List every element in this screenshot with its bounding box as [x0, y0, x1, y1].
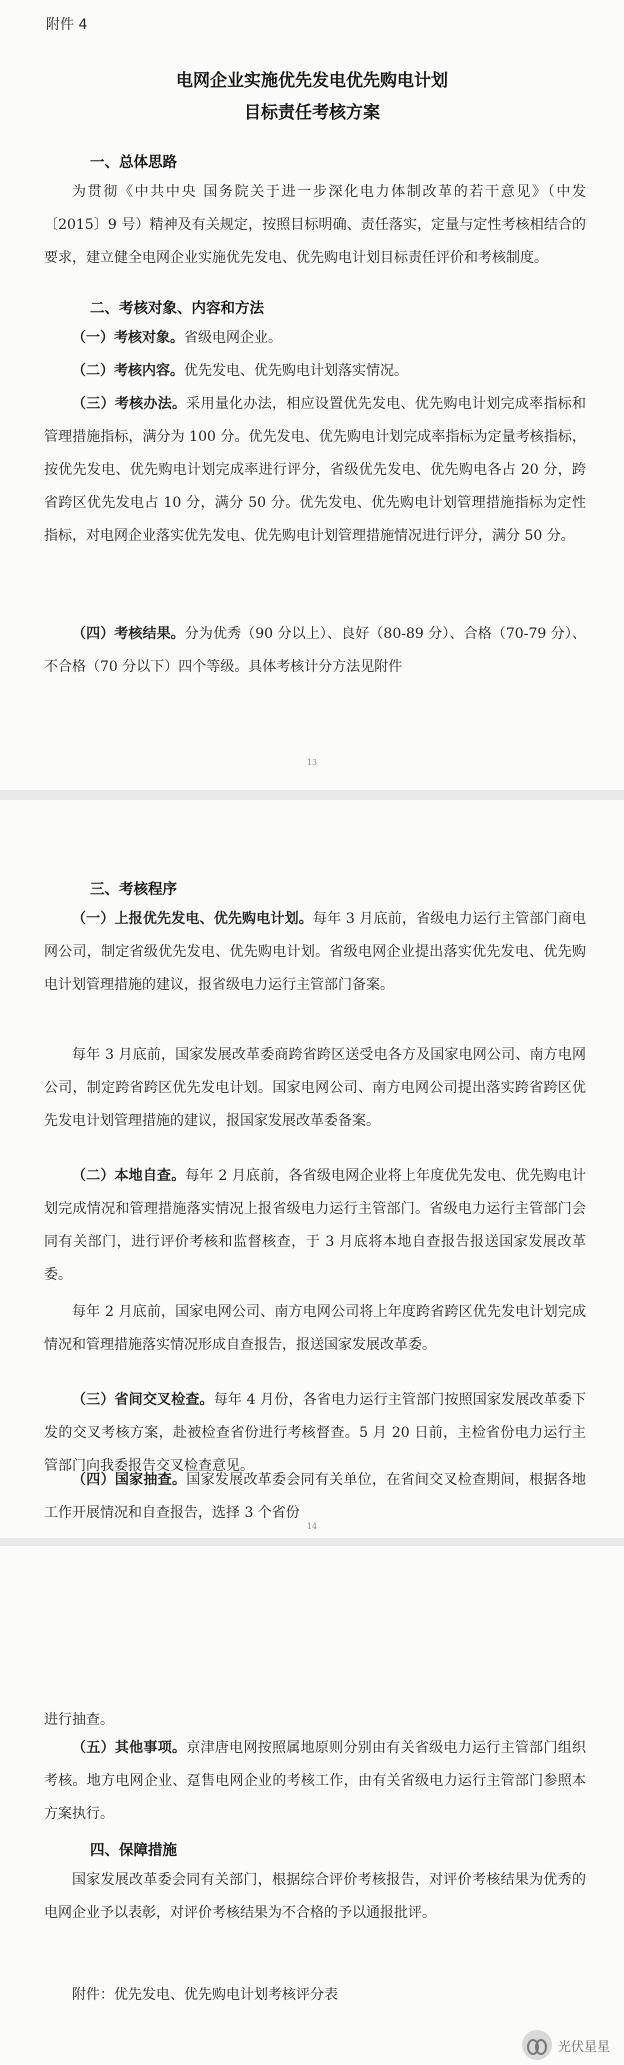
section-1-paragraph: 为贯彻《中共中央 国务院关于进一步深化电力体制改革的若干意见》（中发〔2015〕9 号）精神及有关规定，按照目标明确、责任落实，定量与定性考核相结合的要求，建立健全电网企业实施优先发电、优先购电计划目标责任评价和考核制度。: [44, 184, 586, 266]
procedure-3-text: 每年 4 月份，各省电力运行主管部门按照国家发展改革委下发的交叉考核方案，赴被检查省份进行考核督查。5 月 20 日前，主检省份电力运行主管部门向我委报告交叉检查意见。: [44, 1392, 586, 1474]
watermark: [522, 2030, 610, 2060]
document-title-line-2: 目标责任考核方案: [244, 103, 380, 123]
procedure-4-text: 国家发展改革委会同有关单位，在省间交叉检查期间，根据各地工作开展情况和自查报告，选择 3 个省份: [44, 1472, 587, 1521]
section-heading-4: 四、保障措施: [90, 1843, 177, 1859]
item-4-lead: （四）考核结果。: [72, 626, 185, 642]
attachment-label: 附件 4: [46, 17, 88, 33]
item-3-text: 采用量化办法，相应设置优先发电、优先购电计划完成率指标和管理措施指标，满分为 100 分。优先发电、优先购电计划完成率指标为定量考核指标，按优先发电、优先购电计划完成率进行评分，省级优先发电、优先购电各占 20 分，跨省跨区优先发电占 10 分，满分 50 分。优先发电、优先购电计划管理措施指标为定性指标，对电网企业落实优先发电、优先购电计划管理措施情况进行评分，满分 50 分。: [44, 396, 587, 544]
item-2-paragraph: [44, 355, 586, 388]
procedure-1-text: 每年 3 月底前，省级电力运行主管部门商电网公司，制定省级优先发电、优先购电计划。省级电网企业提出落实优先发电、优先购电计划管理措施的建议，报省级电力运行主管部门备案。: [44, 911, 586, 993]
procedure-2-paragraph-b: 每年 2 月底前，国家电网公司、南方电网公司将上年度跨省跨区优先发电计划完成情况和管理措施落实情况形成自查报告，报送国家发展改革委。: [44, 1304, 586, 1353]
item-4-text: 分为优秀（90 分以上）、良好（80-89 分）、合格（70-79 分）、不合格（70 分以下）四个等级。具体考核计分方法见附件: [44, 626, 586, 675]
section-heading-1: 一、总体思路: [90, 155, 177, 171]
procedure-2-text: 每年 2 月底前，各省级电网企业将上年度优先发电、优先购电计划完成情况和管理措施落实情况上报省级电力运行主管部门。省级电力运行主管部门会同有关部门，进行评价考核和监督核查，于 3 月底将本地自查报告报送国家发展改革委。: [44, 1168, 586, 1283]
page-number: 13: [306, 758, 318, 767]
item-4-paragraph: [44, 618, 586, 684]
section-4-paragraph: 国家发展改革委会同有关部门，根据综合评价考核报告，对评价考核结果为优秀的电网企业予以表彰，对评价考核结果为不合格的予以通报批评。: [44, 1872, 586, 1921]
procedure-4-lead: （四）国家抽查。: [72, 1472, 187, 1488]
document-page-2: [0, 800, 624, 1538]
section-heading-3: 三、考核程序: [90, 882, 177, 898]
continuation-text: 进行抽查。: [44, 1712, 114, 1728]
page-number: 14: [306, 1522, 318, 1531]
procedure-4-paragraph: [44, 1464, 586, 1530]
procedure-1-paragraph: [44, 903, 586, 1002]
procedure-5-lead: （五）其他事项。: [72, 1740, 187, 1756]
procedure-2-paragraph: [44, 1160, 586, 1292]
item-1-lead: （一）考核对象。: [72, 330, 184, 346]
procedure-3-lead: （三）省间交叉检查。: [72, 1392, 214, 1408]
procedure-5-text: 京津唐电网按照属地原则分别由有关省级电力运行主管部门组织考核。地方电网企业、趸售电网企业的考核工作，由有关省级电力运行主管部门参照本方案执行。: [44, 1740, 587, 1822]
procedure-5-paragraph: [44, 1732, 586, 1831]
item-1-paragraph: [44, 322, 586, 355]
annex-line: 附件：优先发电、优先购电计划考核评分表: [72, 1987, 338, 2003]
item-3-lead: （三）考核办法。: [72, 396, 187, 412]
item-1-text: 省级电网企业。: [184, 330, 282, 346]
section-heading-2: 二、考核对象、内容和方法: [90, 301, 264, 317]
item-2-lead: （二）考核内容。: [72, 363, 184, 379]
document-title-line-1: 电网企业实施优先发电优先购电计划: [176, 71, 448, 91]
wechat-icon: [522, 2030, 552, 2060]
item-2-text: 优先发电、优先购电计划落实情况。: [184, 363, 408, 379]
document-page-1: [0, 0, 624, 790]
procedure-1-paragraph-b: 每年 3 月底前，国家发展改革委商跨省跨区送受电各方及国家电网公司、南方电网公司，制定跨省跨区优先发电计划。国家电网公司、南方电网公司提出落实跨省跨区优先发电计划管理措施的建议，报国家发展改革委备案。: [44, 1047, 586, 1129]
document-page-3: [0, 1546, 624, 2065]
procedure-1-lead: （一）上报优先发电、优先购电计划。: [72, 911, 313, 927]
item-3-paragraph: [44, 388, 586, 553]
watermark-text: 光伏星星: [557, 2039, 610, 2055]
procedure-2-lead: （二）本地自查。: [72, 1168, 186, 1184]
